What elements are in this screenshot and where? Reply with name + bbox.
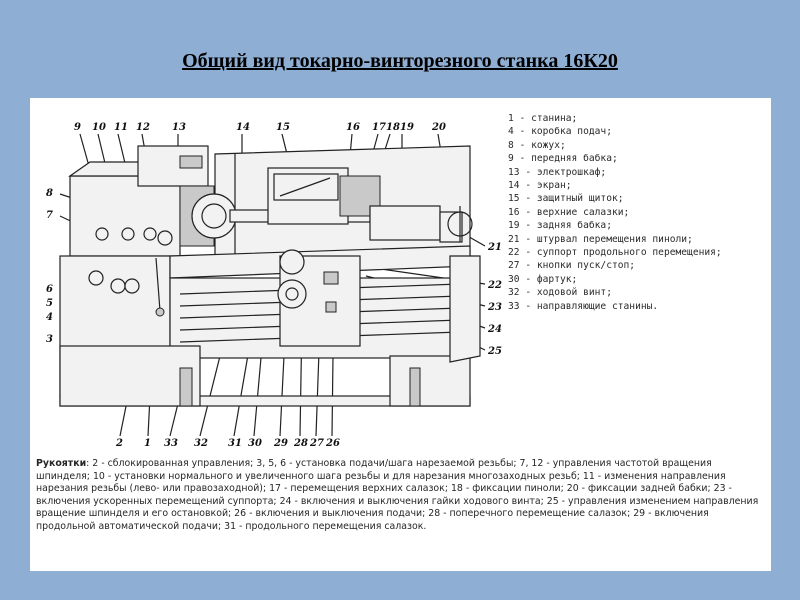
- callout-29: 29: [274, 438, 288, 449]
- parts-legend: [508, 112, 768, 313]
- callout-6: 6: [46, 284, 53, 295]
- callout-1: 1: [144, 438, 151, 449]
- callout-12: 12: [136, 122, 150, 133]
- callout-24: 24: [488, 324, 502, 335]
- callout-18: 18: [386, 122, 400, 133]
- legend-item: 8 - кожух;: [508, 139, 566, 151]
- legend-item: 19 - задняя бабка;: [508, 220, 612, 232]
- callout-9: 9: [74, 122, 81, 133]
- legend-item: 14 - экран;: [508, 180, 572, 192]
- handles-label: Рукоятки: [36, 458, 87, 469]
- callout-27: 27: [310, 438, 324, 449]
- callout-5: 5: [46, 298, 53, 309]
- callout-20: 20: [432, 122, 446, 133]
- legend-item: 27 - кнопки пуск/стоп;: [508, 260, 636, 272]
- callout-8: 8: [46, 188, 53, 199]
- callout-14: 14: [236, 122, 250, 133]
- legend-item: 22 - суппорт продольного перемещения;: [508, 247, 722, 259]
- callout-3: 3: [46, 334, 53, 345]
- diagram-panel: [30, 98, 771, 571]
- legend-item: 30 - фартук;: [508, 273, 578, 285]
- callout-16: 16: [346, 122, 360, 133]
- callout-4: 4: [46, 312, 53, 323]
- lathe-drawing: [30, 106, 510, 451]
- callout-13: 13: [172, 122, 186, 133]
- legend-item: 16 - верхние салазки;: [508, 206, 630, 218]
- callout-26: 26: [326, 438, 340, 449]
- callout-10: 10: [92, 122, 106, 133]
- callout-22: 22: [488, 280, 502, 291]
- page-title: Общий вид токарно-винторезного станка 16К20: [182, 50, 618, 72]
- handles-text: : 2 - сблокированная управления; 3, 5, 6 - установка подачи/шага нарезаемой резьбы; 7, 12 - управления частотой вращения шпинделя; 10 - установки нормального и увеличенного шага резьбы и для нарезания многозаходных резьб; 11 - изменения направления нарезания резьбы (лево- или правозаходной); 17 - перемещения верхних салазок; 18 - фиксации пиноли; 20 - фиксации задней бабки; 23 - включения ускоренных перемещений суппорта; 24 - включения и выключения гайки ходового винта; 25 - управления изменением направления вращение шпинделя и его остановкой; 26 - включения и выключения подачи; 28 - поперечного перемещение салазок; 29 - включения продольной автоматической подачи; 31 - продольного перемещения салазок.: [36, 458, 759, 532]
- callout-28: 28: [294, 438, 308, 449]
- handles-description: [36, 458, 766, 534]
- callouts-bottom: [115, 438, 340, 449]
- callout-19: 19: [400, 122, 414, 133]
- callouts-right: [487, 242, 502, 357]
- lathe-body: [60, 146, 480, 406]
- callout-32: 32: [194, 438, 208, 449]
- callout-7: 7: [46, 210, 53, 221]
- legend-item: 15 - защитный щиток;: [508, 193, 624, 205]
- legend-item: 21 - штурвал перемещения пиноли;: [508, 233, 693, 245]
- callout-11: 11: [114, 122, 128, 133]
- legend-item: 9 - передняя бабка;: [508, 153, 618, 165]
- callout-23: 23: [488, 302, 502, 313]
- callout-30: 30: [248, 438, 262, 449]
- callout-2: 2: [116, 438, 123, 449]
- legend-item: 4 - коробка подач;: [508, 126, 612, 138]
- callout-21: 21: [488, 242, 502, 253]
- legend-item: 13 - электрошкаф;: [508, 166, 607, 178]
- callout-33: 33: [164, 438, 178, 449]
- callout-15: 15: [276, 122, 290, 133]
- legend-item: 1 - станина;: [508, 113, 578, 124]
- legend-item: 33 - направляющие станины.: [508, 300, 659, 312]
- legend-item: 32 - ходовой винт;: [508, 287, 612, 299]
- callouts-left: [46, 188, 53, 345]
- callout-17: 17: [372, 122, 386, 133]
- callouts-top: [74, 122, 446, 133]
- callout-31: 31: [228, 438, 242, 449]
- callout-25: 25: [488, 346, 502, 357]
